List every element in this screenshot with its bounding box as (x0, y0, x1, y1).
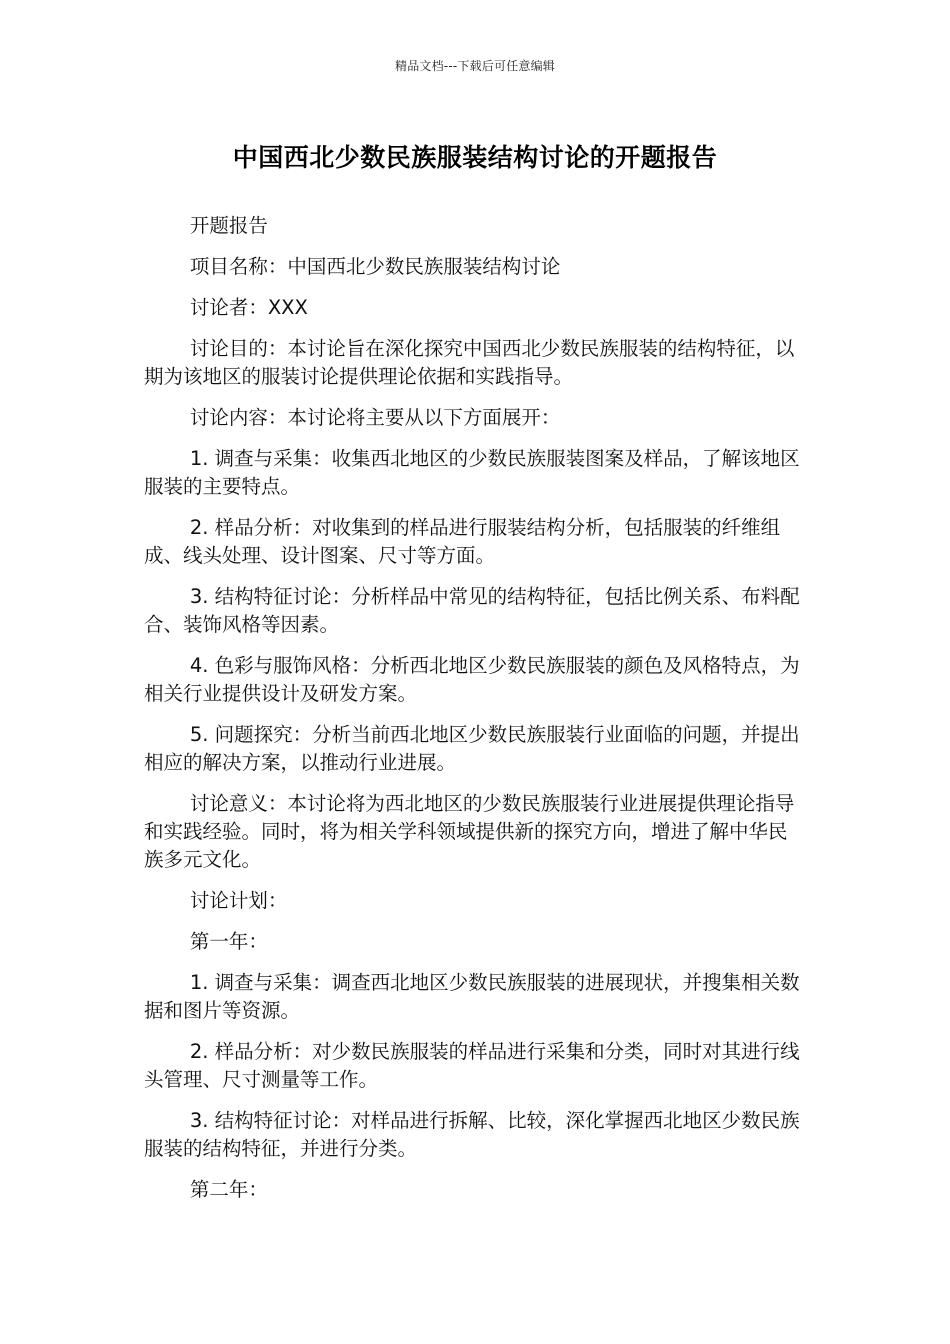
document-title: 中国西北少数民族服装结构讨论的开题报告 (232, 143, 718, 172)
paragraph-researcher: 讨论者：XXX (189, 296, 308, 319)
paragraph-content-item-1: 1. 调查与采集：收集西北地区的少数民族服装图案及样品，了解该地区服装的主要特点。 (144, 447, 800, 498)
paragraph-purpose: 讨论目的：本讨论旨在深化探究中国西北少数民族服装的结构特征，以期为该地区的服装讨论提供理论依据和实践指导。 (144, 337, 795, 388)
paragraph-content-item-4: 4. 色彩与服饰风格：分析西北地区少数民族服装的颜色及风格特点，为相关行业提供设计及研发方案。 (144, 654, 800, 705)
paragraph-content-intro: 讨论内容：本讨论将主要从以下方面展开： (189, 406, 561, 429)
paragraph-year-one-item-1: 1. 调查与采集：调查西北地区少数民族服装的进展现状，并搜集相关数据和图片等资源。 (144, 971, 800, 1022)
paragraph-year-one: 第一年： (189, 930, 268, 953)
paragraph-content-item-2: 2. 样品分析：对收集到的样品进行服装结构分析，包括服装的纤维组成、线头处理、设计图案、尺寸等方面。 (144, 516, 781, 567)
paragraph-plan-label: 讨论计划： (189, 889, 288, 912)
paragraph-report-label: 开题报告 (189, 214, 268, 237)
paragraph-year-two: 第二年： (189, 1178, 268, 1201)
paragraph-project-name: 项目名称：中国西北少数民族服装结构讨论 (189, 255, 561, 278)
header-note: 精品文档---下载后可任意编辑 (395, 59, 555, 73)
paragraph-content-item-3: 3. 结构特征讨论：分析样品中常见的结构特征，包括比例关系、布料配合、装饰风格等因素。 (144, 585, 800, 636)
paragraph-year-one-item-2: 2. 样品分析：对少数民族服装的样品进行采集和分类，同时对其进行线头管理、尺寸测量等工作。 (144, 1040, 800, 1091)
paragraph-significance: 讨论意义：本讨论将为西北地区的少数民族服装行业进展提供理论指导和实践经验。同时，将为相关学科领域提供新的探究方向，增进了解中华民族多元文化。 (144, 792, 795, 871)
paragraph-year-one-item-3: 3. 结构特征讨论：对样品进行拆解、比较，深化掌握西北地区少数民族服装的结构特征，并进行分类。 (144, 1109, 800, 1160)
document-body (144, 212, 806, 1217)
paragraph-content-item-5: 5. 问题探究：分析当前西北地区少数民族服装行业面临的问题，并提出相应的解决方案，以推动行业进展。 (144, 723, 800, 774)
